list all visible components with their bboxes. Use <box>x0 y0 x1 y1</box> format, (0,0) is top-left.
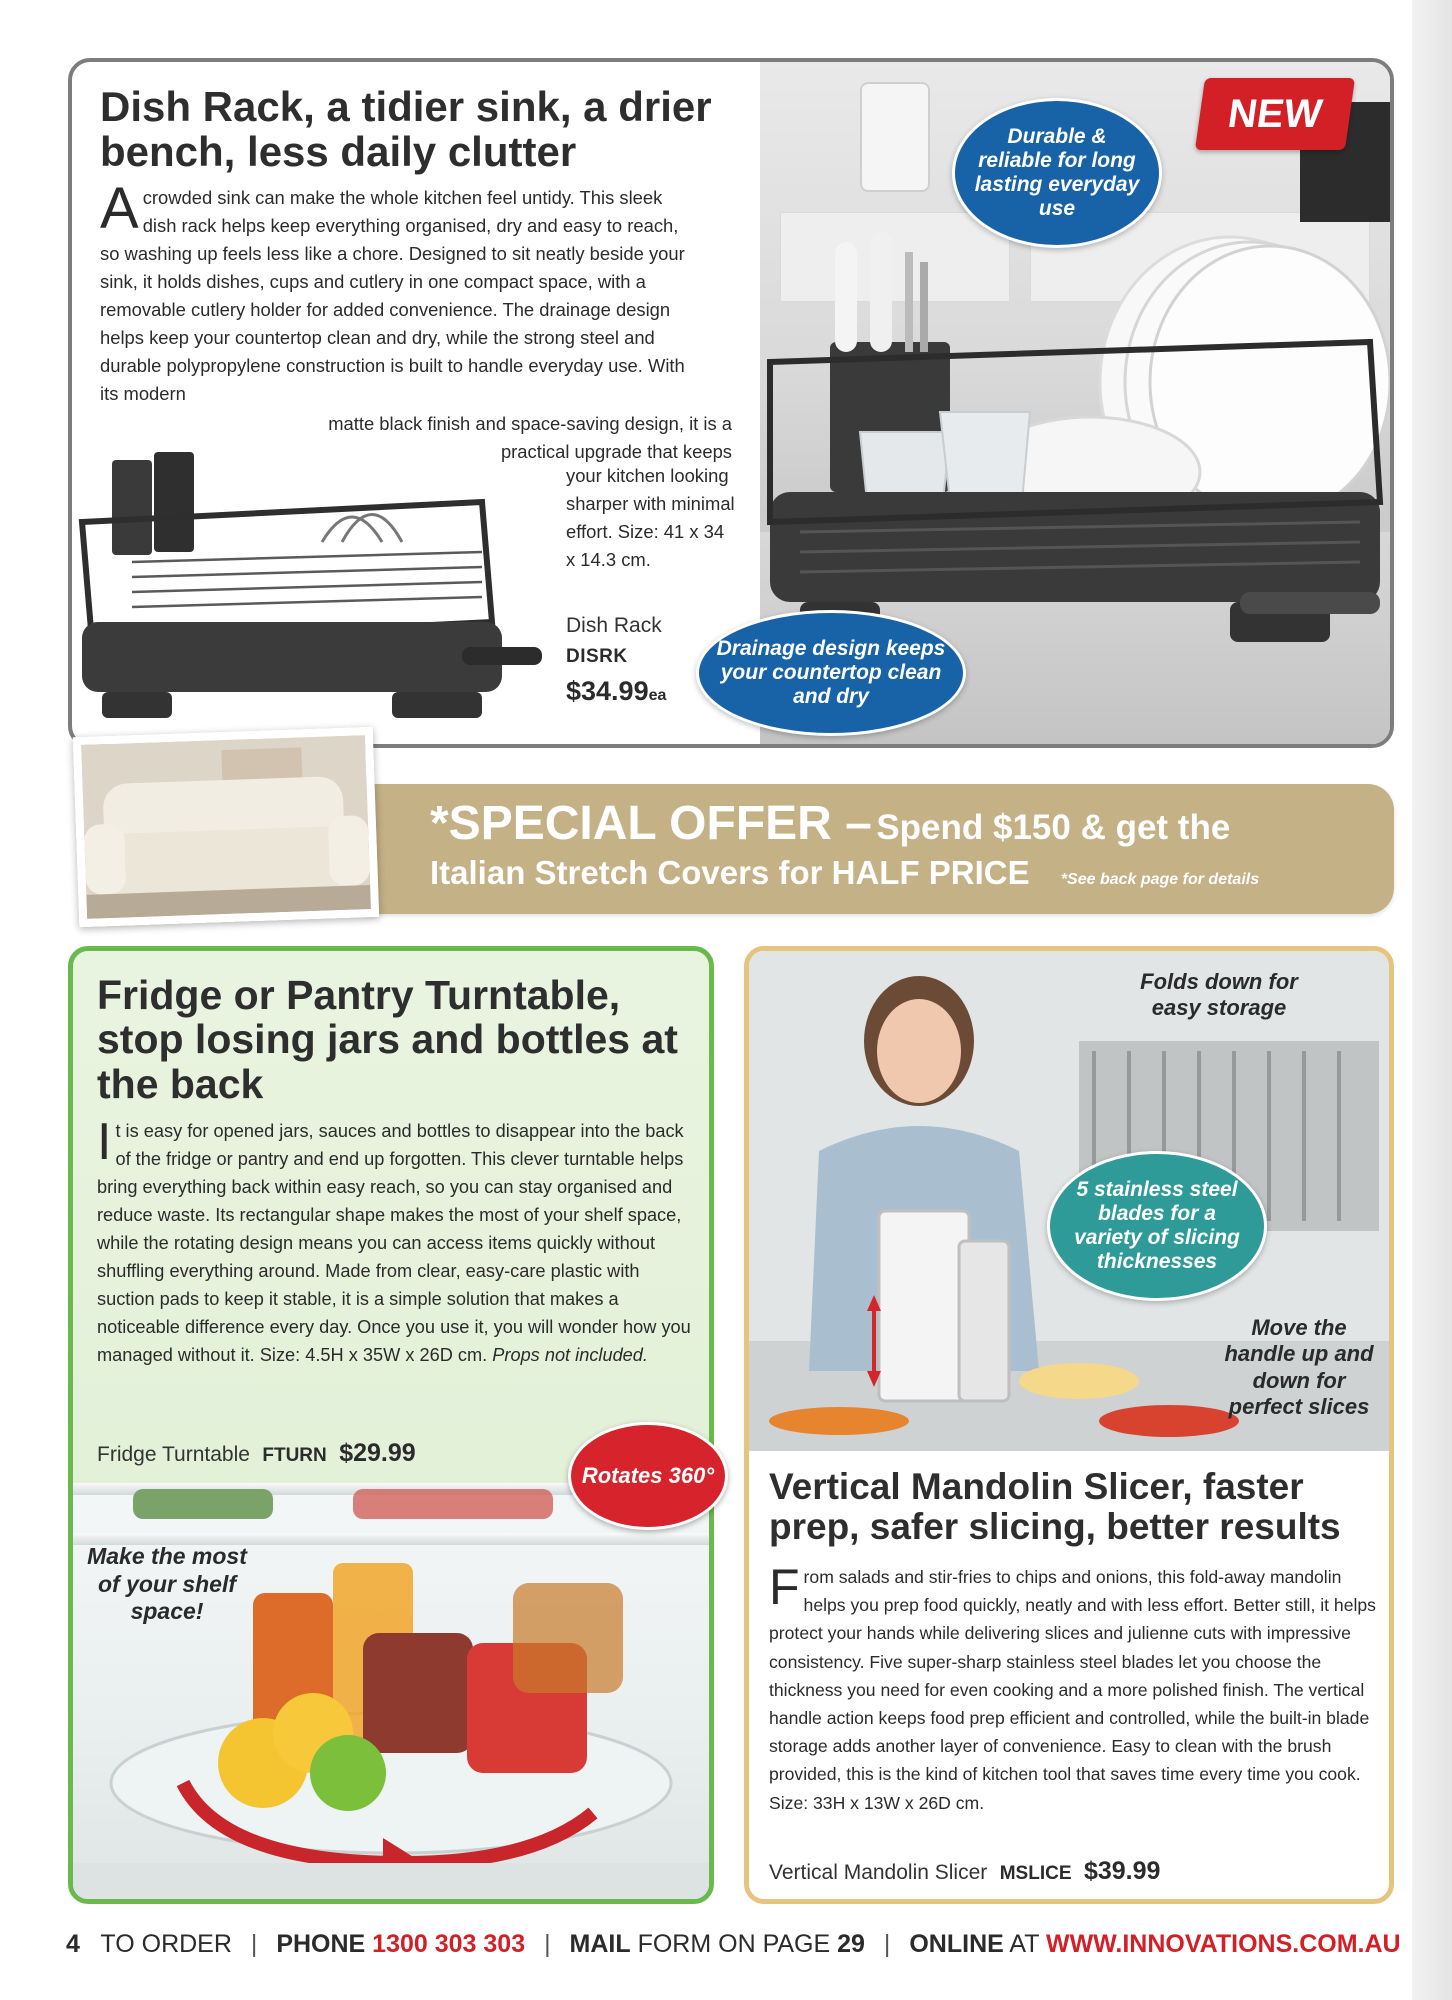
dish-rack-price-value: $34.99 <box>566 676 649 706</box>
drainage-spout <box>1240 592 1380 614</box>
dish-rack-dropcap: A <box>100 176 139 241</box>
dish-rack-description-text: crowded sink can make the whole kitchen feel untidy. This sleek dish rack helps keep everything organised, dry and easy to reach, so washing up feels less like a chore. Designed to sit neatly beside your sink, it holds dishes, cups and cutlery in one compact space, with a removable cutlery holder for added convenience. The drainage design helps keep your countertop clean and dry, while the strong steel and durable polypropylene construction is built to handle everyday use. With its modern <box>100 187 685 404</box>
dish-rack-price <box>566 676 666 707</box>
mandolin-price: $39.99 <box>1083 1857 1161 1885</box>
mail-label: MAIL <box>569 1930 631 1958</box>
drainage-callout-bubble: Drainage design keeps your countertop clean and dry <box>696 610 966 736</box>
page-number: 4 <box>66 1930 80 1958</box>
special-offer-spend: Spend $150 & get the <box>876 808 1231 847</box>
online-at-text: AT <box>1009 1930 1040 1958</box>
phone-label: PHONE <box>276 1930 366 1958</box>
folds-down-caption: Folds down for easy storage <box>1140 969 1298 1021</box>
shelf-space-caption: Make the most of your shelf space! <box>87 1543 247 1625</box>
turntable-dropcap: I <box>97 1113 112 1171</box>
page-edge-shadow <box>1412 0 1452 2000</box>
sliced-capsicum <box>1099 1405 1239 1437</box>
sofa-cover-photo <box>73 727 379 927</box>
special-offer-half-price: HALF PRICE <box>831 854 1030 891</box>
mandolin-headline: Vertical Mandolin Slicer, faster prep, safer slicing, better results <box>769 1466 1341 1547</box>
mandolin-description <box>769 1559 1379 1817</box>
online-label: ONLINE <box>909 1930 1004 1958</box>
dish-rack-description <box>100 176 700 408</box>
dish-rack-product-code: DISRK <box>566 646 628 667</box>
turntable-price-line <box>97 1439 416 1468</box>
dish-rack-description-end: your kitchen looking sharper with minimal effort. Size: 41 x 34 x 14.3 cm. <box>566 465 735 570</box>
new-badge: NEW <box>1195 78 1355 150</box>
turntable-description <box>97 1113 697 1369</box>
stainless-blades-bubble: 5 stainless steel blades for a variety of slicing thicknesses <box>1047 1151 1267 1301</box>
mandolin-description-text: rom salads and stir-fries to chips and onions, this fold-away mandolin helps you prep food quickly, neatly and with less effort. Better still, it helps protect your hands while delivering slices and julienne cuts with impressive consistency. Five super-sharp stainless steel blades let you choose the thickness you need for even cooking and a more polished finish. The vertical handle action keeps food prep efficient and controlled, while the built-in blade storage adds another layer of convenience. Easy to clean with the brush provided, this is the kind of kitchen tool that saves time every time you cook. Size: 33H x 13W x 26D cm. <box>769 1567 1376 1813</box>
dish-rack-price-suffix: ea <box>648 687 667 704</box>
footer-separator: | <box>544 1930 551 1958</box>
durable-callout-bubble: Durable & reliable for long lasting everyday use <box>952 98 1162 248</box>
mandolin-panel <box>744 946 1394 1904</box>
pickle-jar <box>513 1583 623 1693</box>
turntable-props-note: Props not included. <box>492 1345 648 1365</box>
special-offer-banner[interactable] <box>352 784 1394 914</box>
mandolin-slicer <box>879 1211 969 1401</box>
special-offer-covers: Italian Stretch Covers for <box>430 854 823 891</box>
turntable-product-name: Fridge Turntable <box>97 1443 250 1466</box>
dish-rack-product-image <box>72 442 552 732</box>
mandolin-product-code: MSLICE <box>999 1863 1072 1884</box>
turntable-description-text: t is easy for opened jars, sauces and bottles to disappear into the back of the fridge or pantry and end up forgotten. This clever turntable helps bring everything back within easy reach, so you can stay organised and reduce waste. Its rectangular shape makes the most of your shelf space, while the rotating design means you can access items quickly without shuffling everything around. Made from clear, easy-care plastic with suction pads to keep it stable, it is a simple solution that makes a noticeable difference every day. Once you use it, you will wonder how you managed without it. Size: 4.5H x 35W x 26D cm. <box>97 1121 691 1365</box>
order-footer <box>66 1930 1401 1959</box>
footer-separator: | <box>250 1930 258 1958</box>
dish-rack-panel <box>68 58 1394 748</box>
sliced-potatoes <box>1019 1363 1139 1399</box>
glass-cup <box>940 412 1030 502</box>
footer-separator: | <box>883 1930 891 1958</box>
special-offer-title: *SPECIAL OFFER – <box>430 797 872 850</box>
rotates-360-bubble: Rotates 360° <box>568 1422 728 1530</box>
turntable-product-code: FTURN <box>262 1445 327 1466</box>
dish-rack-description-cont: matte black finish and space-saving design, it is a practical upgrade that keeps <box>328 413 732 462</box>
to-order-label: TO ORDER <box>100 1930 232 1958</box>
mandolin-price-line <box>769 1857 1160 1886</box>
dish-rack-product-name: Dish Rack <box>566 614 662 637</box>
mandolin-product-name: Vertical Mandolin Slicer <box>769 1861 988 1884</box>
mandolin-dropcap: F <box>769 1559 800 1615</box>
lime <box>310 1735 386 1811</box>
plates <box>980 237 1390 527</box>
special-offer-line-1 <box>430 796 1390 851</box>
mail-form-page: 29 <box>837 1930 865 1958</box>
turntable-headline: Fridge or Pantry Turntable, stop losing jars and bottles at the back <box>97 972 678 1107</box>
website-link[interactable]: WWW.INNOVATIONS.COM.AU <box>1045 1930 1401 1958</box>
fridge-turntable-photo <box>73 1483 709 1899</box>
jam-jar <box>363 1633 473 1753</box>
turntable-price: $29.99 <box>339 1439 416 1467</box>
woman-face <box>877 999 961 1103</box>
special-offer-line-2 <box>430 854 1390 892</box>
phone-number-link[interactable]: 1300 303 303 <box>372 1930 526 1958</box>
sliced-carrots <box>769 1407 909 1435</box>
special-offer-note: *See back page for details <box>1060 871 1260 888</box>
dish-rack-headline: Dish Rack, a tidier sink, a drier bench, less daily clutter <box>100 83 712 176</box>
move-handle-caption: Move the handle up and down for perfect slices <box>1224 1315 1374 1420</box>
sofa-illustration <box>81 735 371 919</box>
mail-form-text: FORM ON PAGE <box>637 1930 831 1958</box>
